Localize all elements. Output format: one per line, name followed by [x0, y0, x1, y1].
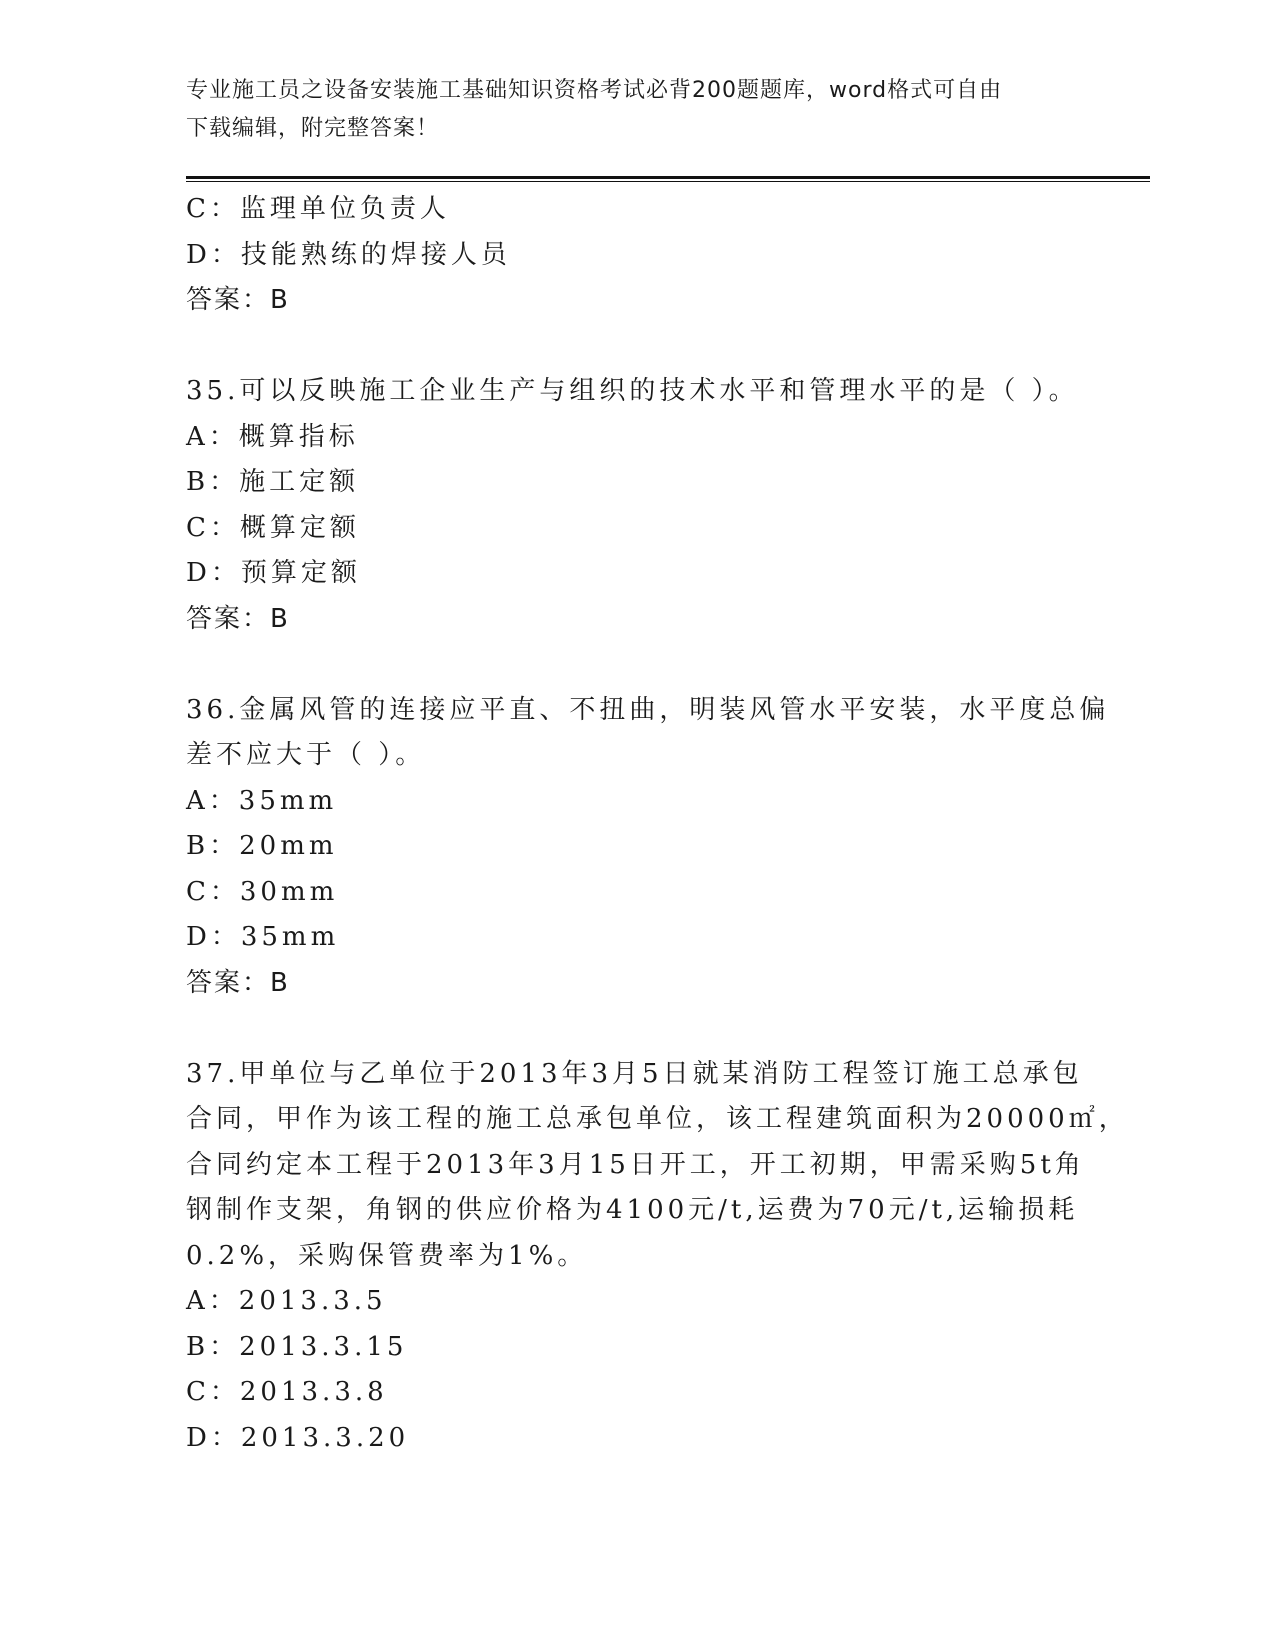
spacer [186, 324, 1086, 370]
option-c: C：监理单位负责人 [186, 194, 450, 224]
question-35 [186, 369, 1086, 642]
option-b: B：20mm [186, 831, 338, 861]
header-line-2: 下载编辑，附完整答案！ [186, 116, 440, 141]
option-d: D：2013.3.20 [186, 1422, 410, 1453]
question-36 [186, 688, 1110, 1007]
document-header [186, 72, 1066, 148]
option-a: A：2013.3.5 [186, 1286, 387, 1316]
question-34-continued [186, 187, 1086, 324]
answer-label: 答案：B [186, 967, 290, 998]
question-stem: 35.可以反映施工企业生产与组织的技术水平和管理水平的是（ ）。 [186, 376, 1079, 406]
answer-label: 答案：B [186, 285, 290, 315]
option-a: A：概算指标 [186, 421, 359, 452]
question-stem-line-2: 差不应大于（ ）。 [186, 740, 426, 770]
header-line-1: 专业施工员之设备安装施工基础知识资格考试必背200题题库，word格式可自由 [186, 78, 1003, 103]
option-b: B：2013.3.15 [186, 1331, 408, 1362]
question-stem-line-5: 0.2%，采购保管费率为1%。 [186, 1240, 588, 1271]
question-stem-line-2: 合同，甲作为该工程的施工总承包单位，该工程建筑面积为20000㎡， [186, 1104, 1129, 1134]
answer-label: 答案：B [186, 603, 290, 634]
option-d: D：35mm [186, 922, 340, 952]
option-d: D：技能熟练的焊接人员 [186, 239, 511, 270]
question-list [186, 187, 1129, 1461]
option-a: A：35mm [186, 785, 338, 816]
question-stem-line-1: 37.甲单位与乙单位于2013年3月5日就某消防工程签订施工总承包 [186, 1058, 1083, 1089]
question-stem-line-3: 合同约定本工程于2013年3月15日开工，开工初期，甲需采购5t角 [186, 1149, 1085, 1180]
spacer [186, 642, 1086, 688]
option-c: C：概算定额 [186, 512, 360, 543]
header-divider-thin [186, 181, 1150, 182]
question-37 [186, 1052, 1129, 1462]
option-d: D：预算定额 [186, 558, 361, 588]
option-b: B：施工定额 [186, 467, 360, 497]
option-c: C：30mm [186, 876, 339, 907]
spacer [186, 1006, 1086, 1052]
question-stem-line-4: 钢制作支架，角钢的供应价格为4100元/t,运费为70元/t,运输损耗 [186, 1195, 1079, 1225]
question-stem-line-1: 36.金属风管的连接应平直、不扭曲，明装风管水平安装，水平度总偏 [186, 694, 1110, 725]
option-c: C：2013.3.8 [186, 1377, 388, 1407]
header-divider-thick [186, 176, 1150, 179]
